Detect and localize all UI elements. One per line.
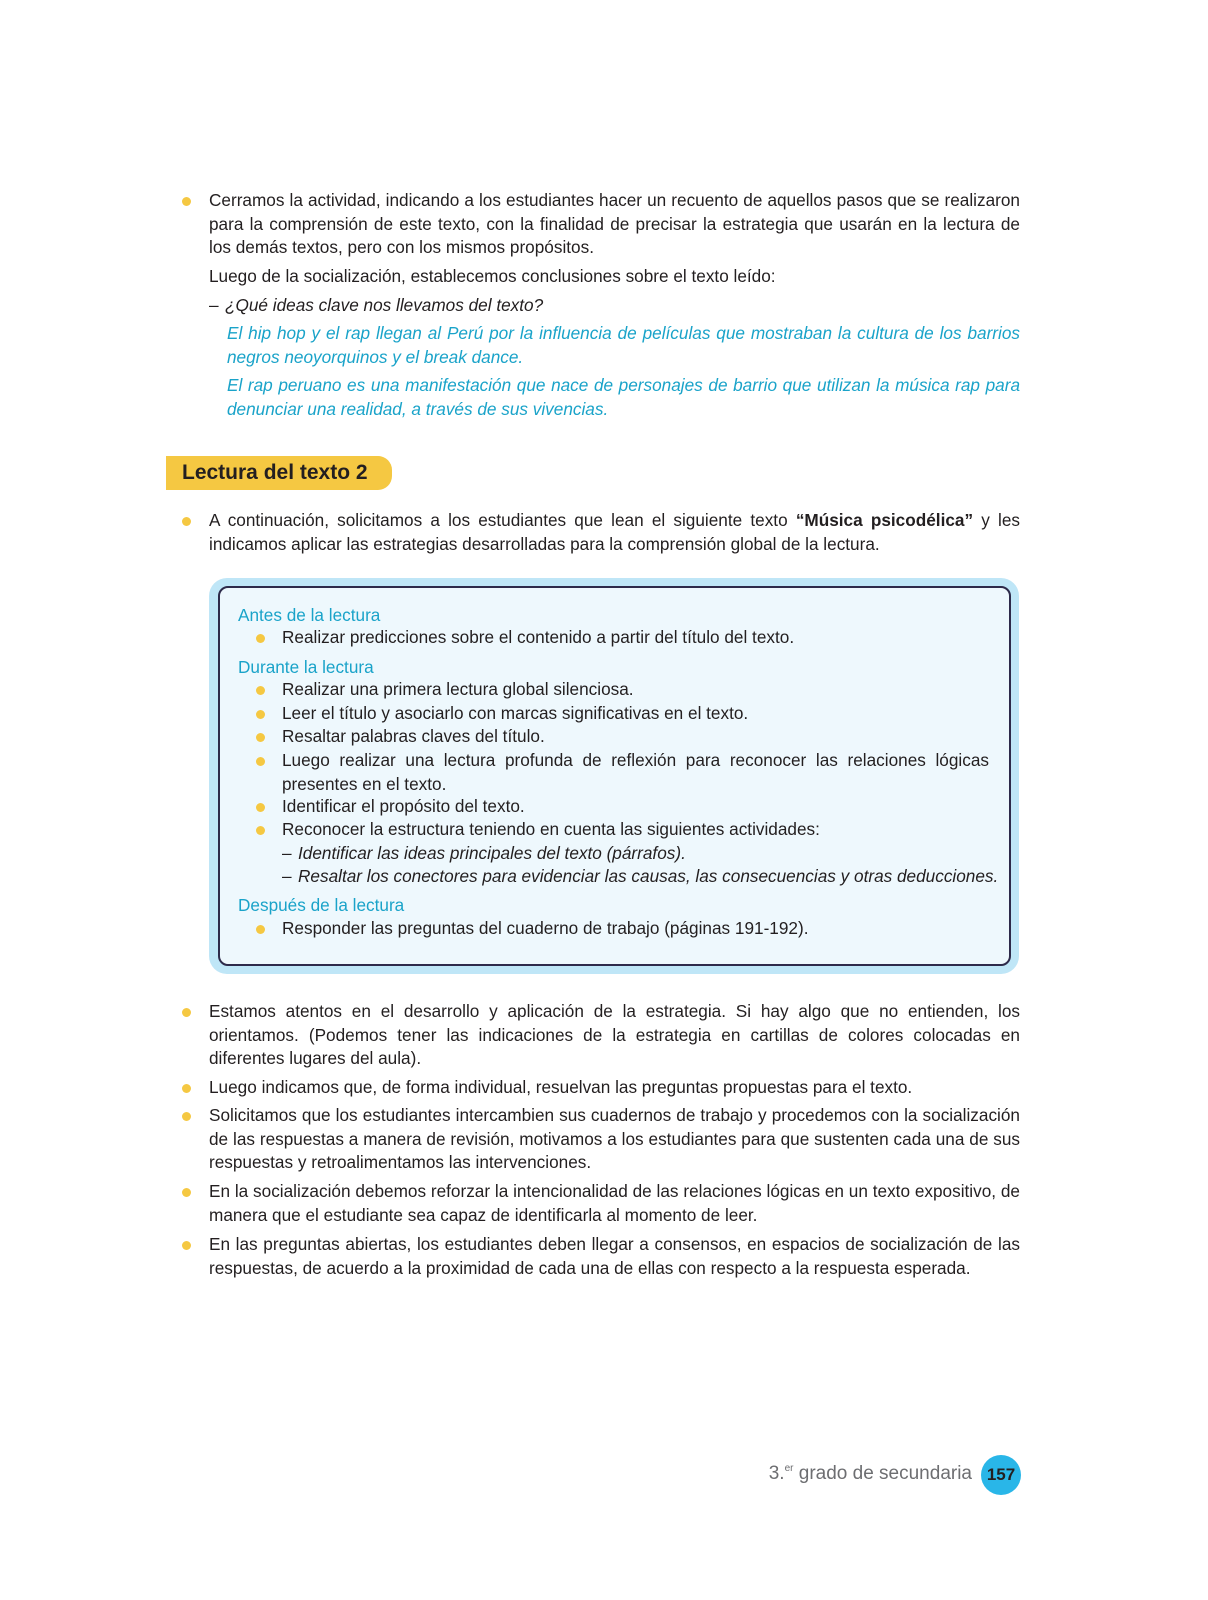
bullet-dot-icon <box>256 733 265 742</box>
heading-durante: Durante la lectura <box>238 657 374 677</box>
bullet-dot-icon <box>182 1241 191 1250</box>
footer-grade: 3.$^{er}$ grado de secundaria <box>768 1463 972 1484</box>
closing-bullet: Solicitamos que los estudiantes intercambien sus cuadernos de trabajo y procedemos con la socialización de las respuestas a manera de revisión, motivamos a los estudiantes para que sustenten cada una de sus respuestas y retroalimentamos las intervenciones. <box>182 1104 1020 1175</box>
closing-bullet: En la socialización debemos reforzar la intencionalidad de las relaciones lógicas en un texto expositivo, de manera que el estudiante sea capaz de identificarla al momento de leer. <box>182 1180 1020 1227</box>
answer-2: El rap peruano es una manifestación que nace de personajes de barrio que utilizan la música rap para denunciar una realidad, a través de sus vivencias. <box>227 375 1020 419</box>
bullet-dot-icon <box>256 803 265 812</box>
bullet-dot-icon <box>256 634 265 643</box>
list-item: Reconocer la estructura teniendo en cuenta las siguientes actividades: <box>256 818 989 842</box>
sub-item: – Identificar las ideas principales del texto (párrafos). <box>282 843 686 863</box>
bullet-dot-icon <box>256 710 265 719</box>
page-number: 157 <box>986 1465 1016 1484</box>
bullet-dot-icon <box>256 826 265 835</box>
answer-1: El hip hop y el rap llegan al Perú por la influencia de películas que mostraban la cultura de los barrios negros neoyorquinos y el break dance. <box>227 323 1020 367</box>
text-title-bold: “Música psicodélica” <box>795 510 974 530</box>
bullet-dot-icon <box>256 686 265 695</box>
intro-bullet <box>182 189 1020 260</box>
bullet-dot-icon <box>182 517 191 526</box>
bullet-dot-icon <box>256 757 265 766</box>
bullet-dot-icon <box>182 1084 191 1093</box>
bullet-dot-icon <box>182 1188 191 1197</box>
intro-paragraph: Luego de la socialización, establecemos conclusiones sobre el texto leído: <box>209 266 776 286</box>
list-item: Responder las preguntas del cuaderno de trabajo (páginas 191-192). <box>256 917 989 941</box>
list-item: Identificar el propósito del texto. <box>256 795 989 819</box>
heading-antes: Antes de la lectura <box>238 605 381 625</box>
bullet-dot-icon <box>256 925 265 934</box>
section-bullet: A continuación, solicitamos a los estudiantes que lean el siguiente texto “Música psicodélica” y les indicamos aplicar las estrategias desarrolladas para la comprensión global de la lectura. <box>182 509 1020 556</box>
sub-item: – Resaltar los conectores para evidenciar las causas, las consecuencias y otras deducciones. <box>282 866 999 886</box>
intro-bullet-text: Cerramos la actividad, indicando a los estudiantes hacer un recuento de aquellos pasos que se realizaron para la comprensión de este texto, con la finalidad de precisar la estrategia que usarán en la lectura de los demás textos, pero con los mismos propósitos. <box>209 190 1020 257</box>
list-item: Luego realizar una lectura profunda de reflexión para reconocer las relaciones lógicas presentes en el texto. <box>256 749 989 796</box>
section-title: Lectura del texto 2 <box>182 461 368 484</box>
bullet-dot-icon <box>182 1112 191 1121</box>
list-item: Realizar predicciones sobre el contenido a partir del título del texto. <box>256 626 989 650</box>
closing-bullet: En las preguntas abiertas, los estudiantes deben llegar a consensos, en espacios de socialización de las respuestas, de acuerdo a la proximidad de cada una de ellas con respecto a la respuesta esperada. <box>182 1233 1020 1280</box>
closing-bullet: Luego indicamos que, de forma individual, resuelvan las preguntas propuestas para el texto. <box>182 1076 1020 1100</box>
list-item: Resaltar palabras claves del título. <box>256 725 989 749</box>
bullet-dot-icon <box>182 197 191 206</box>
page-number-badge <box>981 1455 1021 1495</box>
heading-despues: Después de la lectura <box>238 895 405 915</box>
section-title-tab <box>166 456 392 490</box>
list-item: Realizar una primera lectura global silenciosa. <box>256 678 989 702</box>
closing-bullet: Estamos atentos en el desarrollo y aplicación de la estrategia. Si hay algo que no entienden, los orientamos. (Podemos tener las indicaciones de la estrategia en cartillas de colores colocadas en diferentes lugares del aula). <box>182 1000 1020 1071</box>
list-item: Leer el título y asociarlo con marcas significativas en el texto. <box>256 702 989 726</box>
bullet-dot-icon <box>182 1008 191 1017</box>
intro-question: – ¿Qué ideas clave nos llevamos del texto? <box>209 295 544 315</box>
